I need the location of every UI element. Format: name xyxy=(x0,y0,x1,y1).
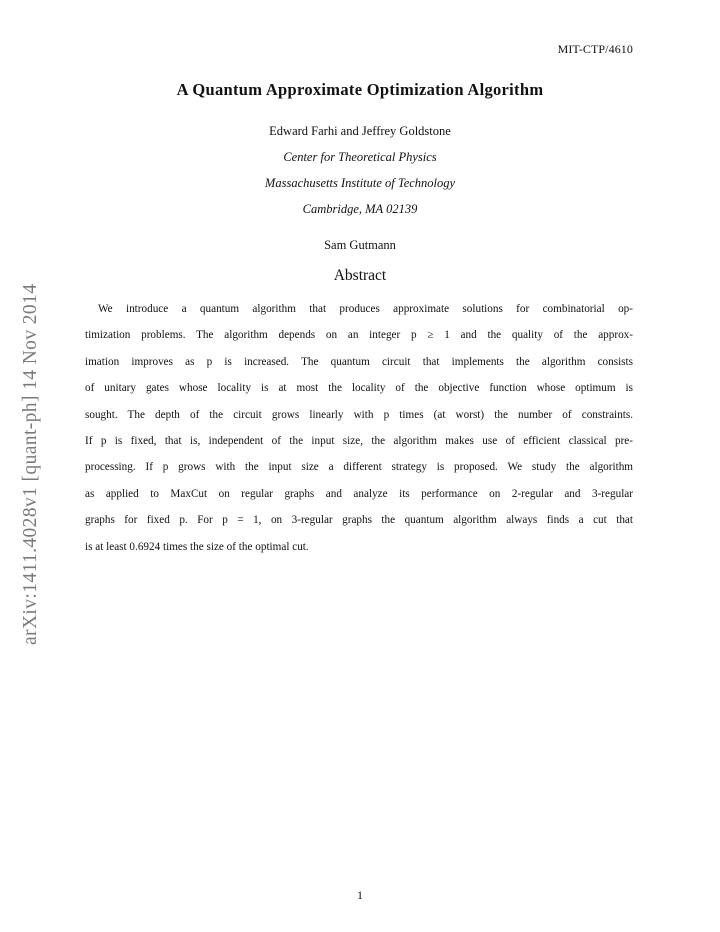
abstract-heading: Abstract xyxy=(333,267,387,284)
report-number: MIT-CTP/4610 xyxy=(557,42,633,56)
page-number: 1 xyxy=(357,888,363,902)
author-block xyxy=(0,122,720,226)
arxiv-side-stamp: arXiv:1411.4028v1 [quant-ph] 14 Nov 2014 xyxy=(20,283,41,645)
affiliation-line-center: Center for Theoretical Physics xyxy=(283,150,437,164)
abstract-line: timization problems. The algorithm depends on an integer p ≥ 1 and the quality of the approx- xyxy=(85,329,633,342)
abstract-line: is at least 0.6924 times the size of the optimal cut. xyxy=(85,540,309,553)
abstract-line: processing. If p grows with the input size a different strategy is proposed. We study the algorithm xyxy=(85,461,633,474)
author-names: Edward Farhi and Jeffrey Goldstone xyxy=(269,124,451,138)
abstract-line: imation improves as p is increased. The quantum circuit that implements the algorithm consists xyxy=(85,355,633,368)
affiliation-line-address: Cambridge, MA 02139 xyxy=(302,202,418,216)
abstract-line: We introduce a quantum algorithm that produces approximate solutions for combinatorial op- xyxy=(98,303,633,315)
abstract-line: as applied to MaxCut on regular graphs and analyze its performance on 2-regular and 3-regular xyxy=(85,487,633,500)
abstract-line: sought. The depth of the circuit grows linearly with p times (at worst) the number of constraints. xyxy=(85,408,633,421)
abstract-line: of unitary gates whose locality is at most the locality of the objective function whose optimum is xyxy=(85,382,633,395)
affiliation-line-institute: Massachusetts Institute of Technology xyxy=(264,176,456,190)
second-author-name: Sam Gutmann xyxy=(324,238,396,252)
abstract-line: If p is fixed, that is, independent of the input size, the algorithm makes use of efficient classical pre- xyxy=(85,434,633,447)
abstract-body xyxy=(85,296,633,560)
paper-title: A Quantum Approximate Optimization Algorithm xyxy=(176,80,544,99)
abstract-line: graphs for fixed p. For p = 1, on 3-regular graphs the quantum algorithm always finds a cut that xyxy=(85,514,633,527)
